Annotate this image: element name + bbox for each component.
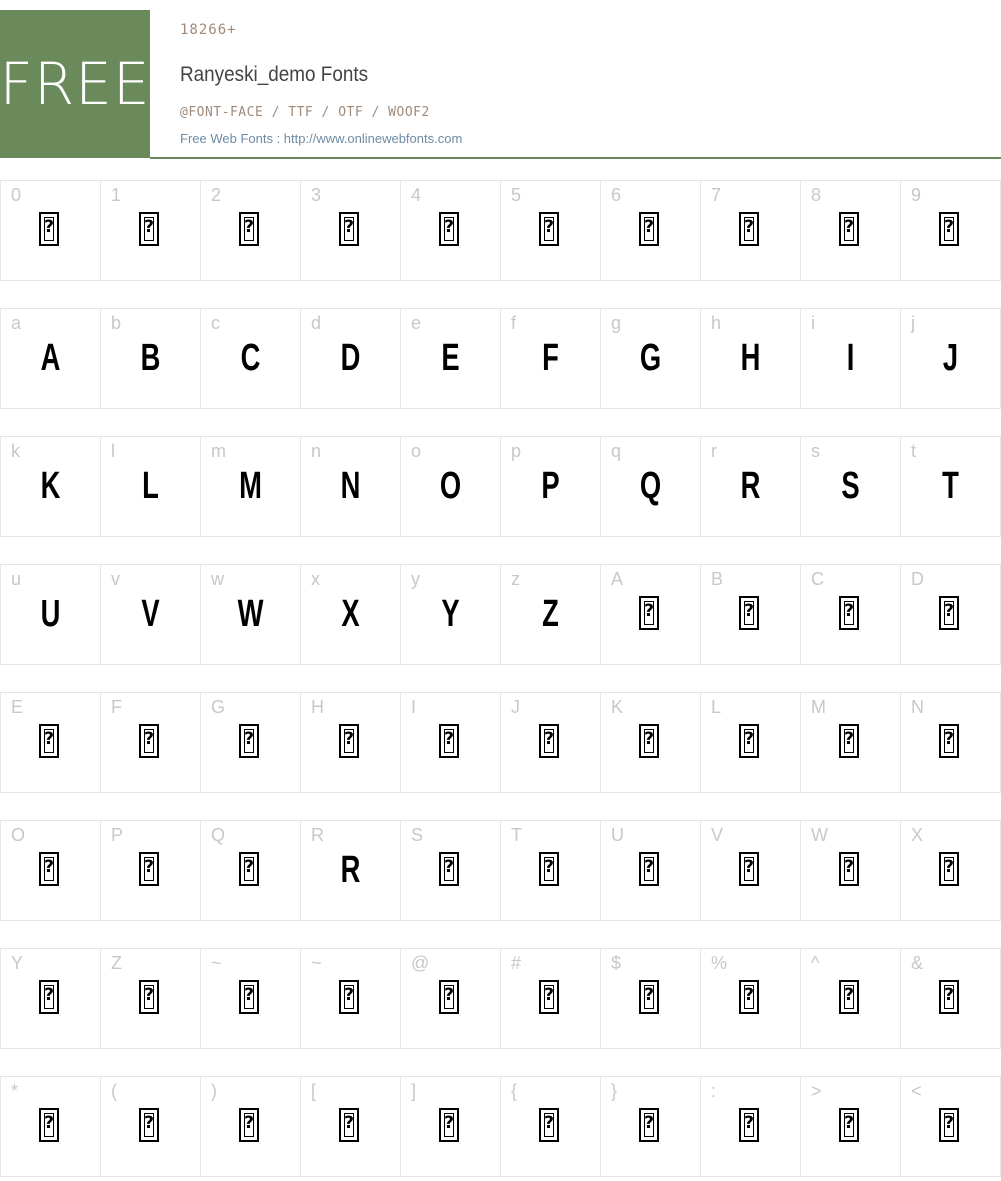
glyph-cell-label: o	[411, 441, 422, 461]
glyph-sample: N	[340, 465, 361, 507]
glyph-cell	[900, 308, 1001, 409]
glyph-row	[0, 564, 1001, 664]
glyph-sample: W	[237, 593, 264, 635]
glyph-sample: F	[542, 337, 559, 379]
glyph-cell	[500, 1076, 601, 1177]
glyph-cell-label: u	[11, 569, 22, 589]
glyph-cell-label: Q	[211, 825, 226, 845]
glyph-cell-label: h	[711, 313, 722, 333]
glyph-cell	[300, 948, 401, 1049]
glyph-cell-label: V	[711, 825, 724, 845]
missing-glyph-icon	[139, 1108, 159, 1142]
glyph-cell-label: :	[711, 1081, 717, 1101]
glyph-cell	[100, 692, 201, 793]
glyph-cell	[500, 180, 601, 281]
glyph-cell	[500, 564, 601, 665]
glyph-cell-label: f	[511, 313, 517, 333]
glyph-cell	[600, 180, 701, 281]
glyph-cell	[600, 308, 701, 409]
glyph-cell	[300, 1076, 401, 1177]
glyph-cell-label: E	[11, 697, 24, 717]
glyph-cell	[100, 564, 201, 665]
glyph-cell	[400, 308, 501, 409]
font-formats: @FONT-FACE / TTF / OTF / WOOF2	[180, 105, 430, 120]
glyph-cell-label: ~	[311, 953, 322, 973]
glyph-cell-label: g	[611, 313, 622, 333]
glyph-cell	[400, 692, 501, 793]
glyph-cell-label: j	[911, 313, 915, 333]
glyph-cell	[800, 820, 901, 921]
glyph-cell-label: O	[11, 825, 26, 845]
missing-glyph-icon	[439, 1108, 459, 1142]
missing-glyph-icon	[139, 212, 159, 246]
missing-glyph-icon	[239, 212, 259, 246]
glyph-sample: T	[942, 465, 959, 507]
missing-glyph-icon	[939, 212, 959, 246]
glyph-cell-label: 1	[111, 185, 122, 205]
glyph-cell	[100, 1076, 201, 1177]
glyph-cell-label: x	[311, 569, 320, 589]
missing-glyph-icon	[639, 980, 659, 1014]
glyph-cell	[0, 1076, 101, 1177]
glyph-cell	[400, 820, 501, 921]
glyph-cell-label: [	[311, 1081, 317, 1101]
glyph-cell	[900, 436, 1001, 537]
glyph-cell-label: a	[11, 313, 22, 333]
glyph-cell-label: S	[411, 825, 424, 845]
glyph-cell	[0, 820, 101, 921]
glyph-cell-label: 8	[811, 185, 822, 205]
glyph-cell-label: T	[511, 825, 522, 845]
missing-glyph-icon	[839, 980, 859, 1014]
missing-glyph-icon	[239, 980, 259, 1014]
missing-glyph-icon	[739, 724, 759, 758]
glyph-row	[0, 948, 1001, 1048]
glyph-cell	[0, 948, 101, 1049]
glyph-cell	[400, 180, 501, 281]
glyph-row	[0, 820, 1001, 920]
glyph-cell	[500, 692, 601, 793]
glyph-cell	[200, 564, 301, 665]
glyph-sample: S	[841, 465, 860, 507]
missing-glyph-icon	[639, 212, 659, 246]
missing-glyph-icon	[439, 724, 459, 758]
glyph-sample: G	[639, 337, 662, 379]
glyph-cell-label: B	[711, 569, 724, 589]
glyph-cell	[500, 436, 601, 537]
glyph-cell	[200, 308, 301, 409]
glyph-sample: H	[740, 337, 761, 379]
missing-glyph-icon	[139, 724, 159, 758]
missing-glyph-icon	[439, 852, 459, 886]
glyph-sample: R	[740, 465, 761, 507]
glyph-cell-label: 5	[511, 185, 522, 205]
glyph-cell	[400, 564, 501, 665]
glyph-cell	[700, 820, 801, 921]
glyph-cell	[700, 692, 801, 793]
glyph-cell-label: p	[511, 441, 522, 461]
glyph-cell-label: F	[111, 697, 122, 717]
glyph-cell	[700, 564, 801, 665]
glyph-cell-label: 4	[411, 185, 422, 205]
glyph-cell	[700, 436, 801, 537]
page-header	[0, 0, 1001, 160]
glyph-cell	[900, 1076, 1001, 1177]
glyph-cell	[200, 820, 301, 921]
font-title[interactable]: Ranyeski_demo Fonts	[180, 63, 369, 86]
missing-glyph-icon	[339, 212, 359, 246]
missing-glyph-icon	[439, 212, 459, 246]
glyph-sample: O	[439, 465, 462, 507]
glyph-cell	[100, 948, 201, 1049]
glyph-cell-label: &	[911, 953, 924, 973]
glyph-cell-label: A	[611, 569, 624, 589]
glyph-cell	[600, 948, 701, 1049]
glyph-sample: I	[846, 337, 855, 379]
glyph-cell-label: ^	[811, 953, 820, 973]
glyph-sample: L	[142, 465, 159, 507]
glyph-cell-label: Y	[11, 953, 24, 973]
glyph-cell-label: $	[611, 953, 622, 973]
glyph-cell-label: t	[911, 441, 917, 461]
glyph-cell-label: %	[711, 953, 728, 973]
glyph-cell	[300, 564, 401, 665]
glyph-cell	[600, 436, 701, 537]
missing-glyph-icon	[739, 212, 759, 246]
missing-glyph-icon	[239, 852, 259, 886]
glyph-cell	[0, 308, 101, 409]
missing-glyph-icon	[939, 596, 959, 630]
glyph-sample: E	[441, 337, 460, 379]
glyph-cell-label: b	[111, 313, 122, 333]
glyph-cell	[800, 948, 901, 1049]
glyph-cell	[900, 564, 1001, 665]
glyph-row	[0, 1076, 1001, 1176]
missing-glyph-icon	[639, 1108, 659, 1142]
font-id: 18266+	[180, 22, 237, 38]
glyph-cell	[0, 564, 101, 665]
glyph-cell	[900, 948, 1001, 1049]
glyph-cell	[300, 436, 401, 537]
missing-glyph-icon	[139, 852, 159, 886]
missing-glyph-icon	[139, 980, 159, 1014]
missing-glyph-icon	[639, 596, 659, 630]
glyph-cell	[900, 692, 1001, 793]
glyph-cell-label: M	[811, 697, 826, 717]
glyph-cell	[500, 820, 601, 921]
glyph-cell	[300, 308, 401, 409]
glyph-sample: X	[341, 593, 360, 635]
glyph-sample: Z	[542, 593, 559, 635]
glyph-sample: J	[942, 337, 959, 379]
glyph-row	[0, 692, 1001, 792]
glyph-cell	[300, 820, 401, 921]
missing-glyph-icon	[539, 852, 559, 886]
missing-glyph-icon	[239, 724, 259, 758]
glyph-cell	[0, 436, 101, 537]
glyph-cell-label: r	[711, 441, 717, 461]
glyph-cell-label: ~	[211, 953, 222, 973]
missing-glyph-icon	[539, 1108, 559, 1142]
missing-glyph-icon	[939, 724, 959, 758]
free-badge: FREE	[0, 10, 150, 158]
missing-glyph-icon	[939, 1108, 959, 1142]
glyph-cell-label: J	[511, 697, 520, 717]
glyph-cell	[100, 436, 201, 537]
missing-glyph-icon	[839, 724, 859, 758]
glyph-cell	[700, 308, 801, 409]
glyph-sample: A	[40, 337, 61, 379]
glyph-sample: D	[340, 337, 361, 379]
missing-glyph-icon	[339, 1108, 359, 1142]
glyph-cell-label: l	[111, 441, 115, 461]
glyph-cell-label: n	[311, 441, 322, 461]
site-link[interactable]: Free Web Fonts : http://www.onlinewebfonts.com	[180, 131, 463, 146]
glyph-cell	[600, 692, 701, 793]
glyph-cell	[800, 1076, 901, 1177]
glyph-cell-label: y	[411, 569, 420, 589]
glyph-cell-label: I	[411, 697, 417, 717]
glyph-cell	[500, 948, 601, 1049]
glyph-cell-label: #	[511, 953, 522, 973]
glyph-sample: U	[40, 593, 61, 635]
missing-glyph-icon	[739, 980, 759, 1014]
glyph-cell-label: U	[611, 825, 624, 845]
glyph-cell	[400, 1076, 501, 1177]
glyph-row	[0, 180, 1001, 280]
missing-glyph-icon	[839, 596, 859, 630]
glyph-cell	[800, 308, 901, 409]
glyph-cell	[700, 1076, 801, 1177]
header-divider	[150, 157, 1001, 159]
glyph-cell-label: z	[511, 569, 520, 589]
glyph-cell-label: N	[911, 697, 924, 717]
glyph-cell-label: @	[411, 953, 430, 973]
missing-glyph-icon	[939, 852, 959, 886]
glyph-cell	[0, 692, 101, 793]
glyph-cell-label: m	[211, 441, 226, 461]
glyph-row	[0, 308, 1001, 408]
glyph-sample: V	[141, 593, 160, 635]
glyph-cell	[800, 692, 901, 793]
missing-glyph-icon	[439, 980, 459, 1014]
missing-glyph-icon	[339, 724, 359, 758]
missing-glyph-icon	[739, 852, 759, 886]
glyph-cell	[300, 692, 401, 793]
glyph-cell	[500, 308, 601, 409]
glyph-cell	[400, 436, 501, 537]
glyph-cell	[300, 180, 401, 281]
glyph-cell	[0, 180, 101, 281]
missing-glyph-icon	[39, 1108, 59, 1142]
missing-glyph-icon	[539, 724, 559, 758]
missing-glyph-icon	[239, 1108, 259, 1142]
glyph-cell	[600, 564, 701, 665]
glyph-cell	[900, 180, 1001, 281]
glyph-cell	[800, 564, 901, 665]
missing-glyph-icon	[539, 212, 559, 246]
glyph-cell	[200, 1076, 301, 1177]
glyph-cell-label: G	[211, 697, 226, 717]
glyph-cell-label: )	[211, 1081, 217, 1101]
glyph-cell-label: 9	[911, 185, 922, 205]
glyph-cell-label: D	[911, 569, 924, 589]
glyph-cell	[800, 436, 901, 537]
glyph-cell-label: 6	[611, 185, 622, 205]
glyph-cell	[100, 180, 201, 281]
glyph-cell	[200, 948, 301, 1049]
glyph-cell-label: L	[711, 697, 722, 717]
glyph-cell-label: w	[211, 569, 224, 589]
missing-glyph-icon	[839, 1108, 859, 1142]
glyph-cell-label: e	[411, 313, 422, 333]
glyph-row	[0, 436, 1001, 536]
missing-glyph-icon	[39, 212, 59, 246]
glyph-cell-label: ]	[411, 1081, 417, 1101]
missing-glyph-icon	[639, 724, 659, 758]
glyph-cell-label: X	[911, 825, 924, 845]
glyph-cell-label: *	[11, 1081, 19, 1101]
missing-glyph-icon	[739, 1108, 759, 1142]
missing-glyph-icon	[739, 596, 759, 630]
glyph-cell	[400, 948, 501, 1049]
glyph-cell-label: Z	[111, 953, 122, 973]
missing-glyph-icon	[639, 852, 659, 886]
glyph-cell-label: K	[611, 697, 624, 717]
glyph-cell-label: H	[311, 697, 324, 717]
glyph-cell-label: 2	[211, 185, 222, 205]
glyph-cell	[700, 180, 801, 281]
glyph-sample: Q	[639, 465, 662, 507]
glyph-cell-label: >	[811, 1081, 822, 1101]
missing-glyph-icon	[939, 980, 959, 1014]
glyph-cell-label: k	[11, 441, 20, 461]
missing-glyph-icon	[39, 724, 59, 758]
glyph-cell	[700, 948, 801, 1049]
glyph-sample: Y	[441, 593, 460, 635]
glyph-cell-label: R	[311, 825, 324, 845]
glyph-cell	[900, 820, 1001, 921]
glyph-cell-label: {	[511, 1081, 518, 1101]
glyph-cell	[800, 180, 901, 281]
glyph-cell	[100, 820, 201, 921]
missing-glyph-icon	[39, 852, 59, 886]
glyph-cell-label: d	[311, 313, 322, 333]
glyph-cell-label: 3	[311, 185, 322, 205]
glyph-cell	[200, 436, 301, 537]
glyph-cell-label: s	[811, 441, 820, 461]
glyph-cell-label: v	[111, 569, 120, 589]
glyph-cell	[200, 692, 301, 793]
missing-glyph-icon	[539, 980, 559, 1014]
glyph-sample: R	[340, 849, 361, 891]
glyph-cell-label: 0	[11, 185, 22, 205]
glyph-cell-label: W	[811, 825, 828, 845]
glyph-sample: B	[140, 337, 161, 379]
glyph-sample: P	[541, 465, 560, 507]
glyph-cell-label: }	[611, 1081, 618, 1101]
missing-glyph-icon	[839, 212, 859, 246]
glyph-cell-label: c	[211, 313, 220, 333]
glyph-cell	[200, 180, 301, 281]
glyph-cell-label: (	[111, 1081, 117, 1101]
glyph-cell	[100, 308, 201, 409]
missing-glyph-icon	[339, 980, 359, 1014]
glyph-cell-label: q	[611, 441, 622, 461]
glyph-cell-label: C	[811, 569, 824, 589]
glyph-sample: K	[40, 465, 61, 507]
glyph-cell-label: 7	[711, 185, 722, 205]
missing-glyph-icon	[39, 980, 59, 1014]
glyph-sample: M	[239, 465, 262, 507]
glyph-cell-label: i	[811, 313, 815, 333]
glyph-cell-label: P	[111, 825, 124, 845]
glyph-cell	[600, 820, 701, 921]
missing-glyph-icon	[839, 852, 859, 886]
glyph-sample: C	[240, 337, 261, 379]
glyph-cell-label: <	[911, 1081, 922, 1101]
glyph-cell	[600, 1076, 701, 1177]
